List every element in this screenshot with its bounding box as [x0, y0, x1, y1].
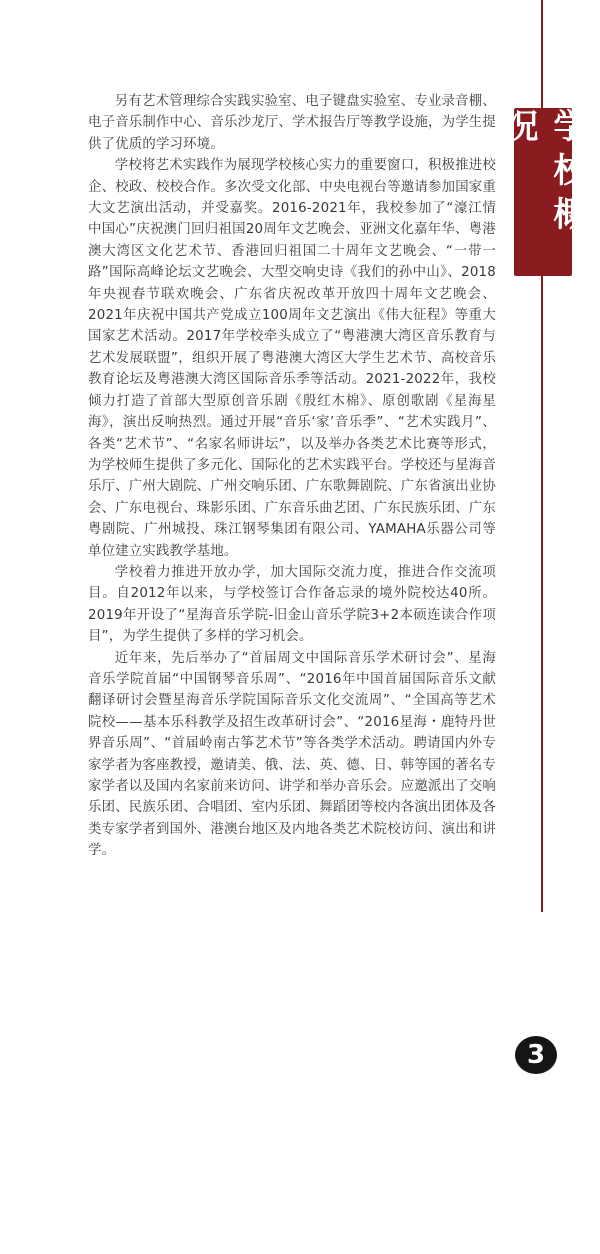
paragraph: 学校将艺术实践作为展现学校核心实力的重要窗口，积极推进校企、校政、校校合作。多次受文化部、中央电视台等邀请参加国家重大文艺演出活动，并受嘉奖。2016-2021年，我校参加了“濠江情 中国心”庆祝澳门回归祖国20周年文艺晚会、亚洲文化嘉年华、粤港澳大湾区文化艺术节、香港回归祖国二十周年文艺晚会、“一带一路”国际高峰论坛文艺晚会、大型交响史诗《我们的孙中山》、2018年央视春节联欢晚会、广东省庆祝改革开放四十周年文艺晚会、2021年庆祝中国共产党成立100周年文艺演出《伟大征程》等重大国家艺术活动。2017年学校牵头成立了“粤港澳大湾区音乐教育与艺术发展联盟”，组织开展了粤港澳大湾区大学生艺术节、高校音乐教育论坛及粤港澳大湾区国际音乐季等活动。2021-2022年，我校倾力打造了首部大型原创音乐剧《殷红木棉》、原创歌剧《星海星海》，演出反响热烈。通过开展“音乐‘家’音乐季”、“艺术实践月”、各类“艺术节”、“名家名师讲坛”，以及举办各类艺术比赛等形式，为学校师生提供了多元化、国际化的艺术实践平台。学校还与星海音乐厅、广州大剧院、广州交响乐团、广东歌舞剧院、广东省演出业协会、广东电视台、珠影乐团、广东音乐曲艺团、广东民族乐团、广东粤剧院、广州城投、珠江钢琴集团有限公司、YAMAHA乐器公司等单位建立实践教学基地。: [88, 158, 496, 559]
body-text: [88, 91, 496, 862]
paragraph: 另有艺术管理综合实践实验室、电子键盘实验室、专业录音棚、电子音乐制作中心、音乐沙龙厅、学术报告厅等教学设施，为学生提供了优质的学习环境。: [88, 94, 496, 152]
section-tab-label: 学校概况: [498, 108, 587, 240]
section-tab: [498, 108, 587, 276]
page-number-badge: [515, 1036, 557, 1074]
paragraph: 近年来，先后举办了“首届周文中国际音乐学术研讨会”、星海音乐学院首届“中国钢琴音乐周”、“2016年中国首届国际音乐文献翻译研讨会暨星海音乐学院国际音乐文化交流周”、“全国高等艺术院校——基本乐科教学及招生改革研讨会”、“2016星海・鹿特丹世界音乐周”、“首届岭南古筝艺术节”等各类学术活动。聘请国内外专家学者为客座教授，邀请美、俄、法、英、德、日、韩等国的著名专家学者以及国内名家前来访问、讲学和举办音乐会。应邀派出了交响乐团、民族乐团、合唱团、室内乐团、舞蹈团等校内各演出团体及各类专家学者到国外、港澳台地区及内地各类艺术院校访问、演出和讲学。: [88, 650, 496, 859]
page-number: 3: [526, 1040, 546, 1070]
paragraph: 学校着力推进开放办学，加大国际交流力度，推进合作交流项目。自2012年以来，与学校签订合作备忘录的境外院校达40所。2019年开设了“星海音乐学院-旧金山音乐学院3+2本硕连读合作项目”，为学生提供了多样的学习机会。: [88, 564, 496, 645]
